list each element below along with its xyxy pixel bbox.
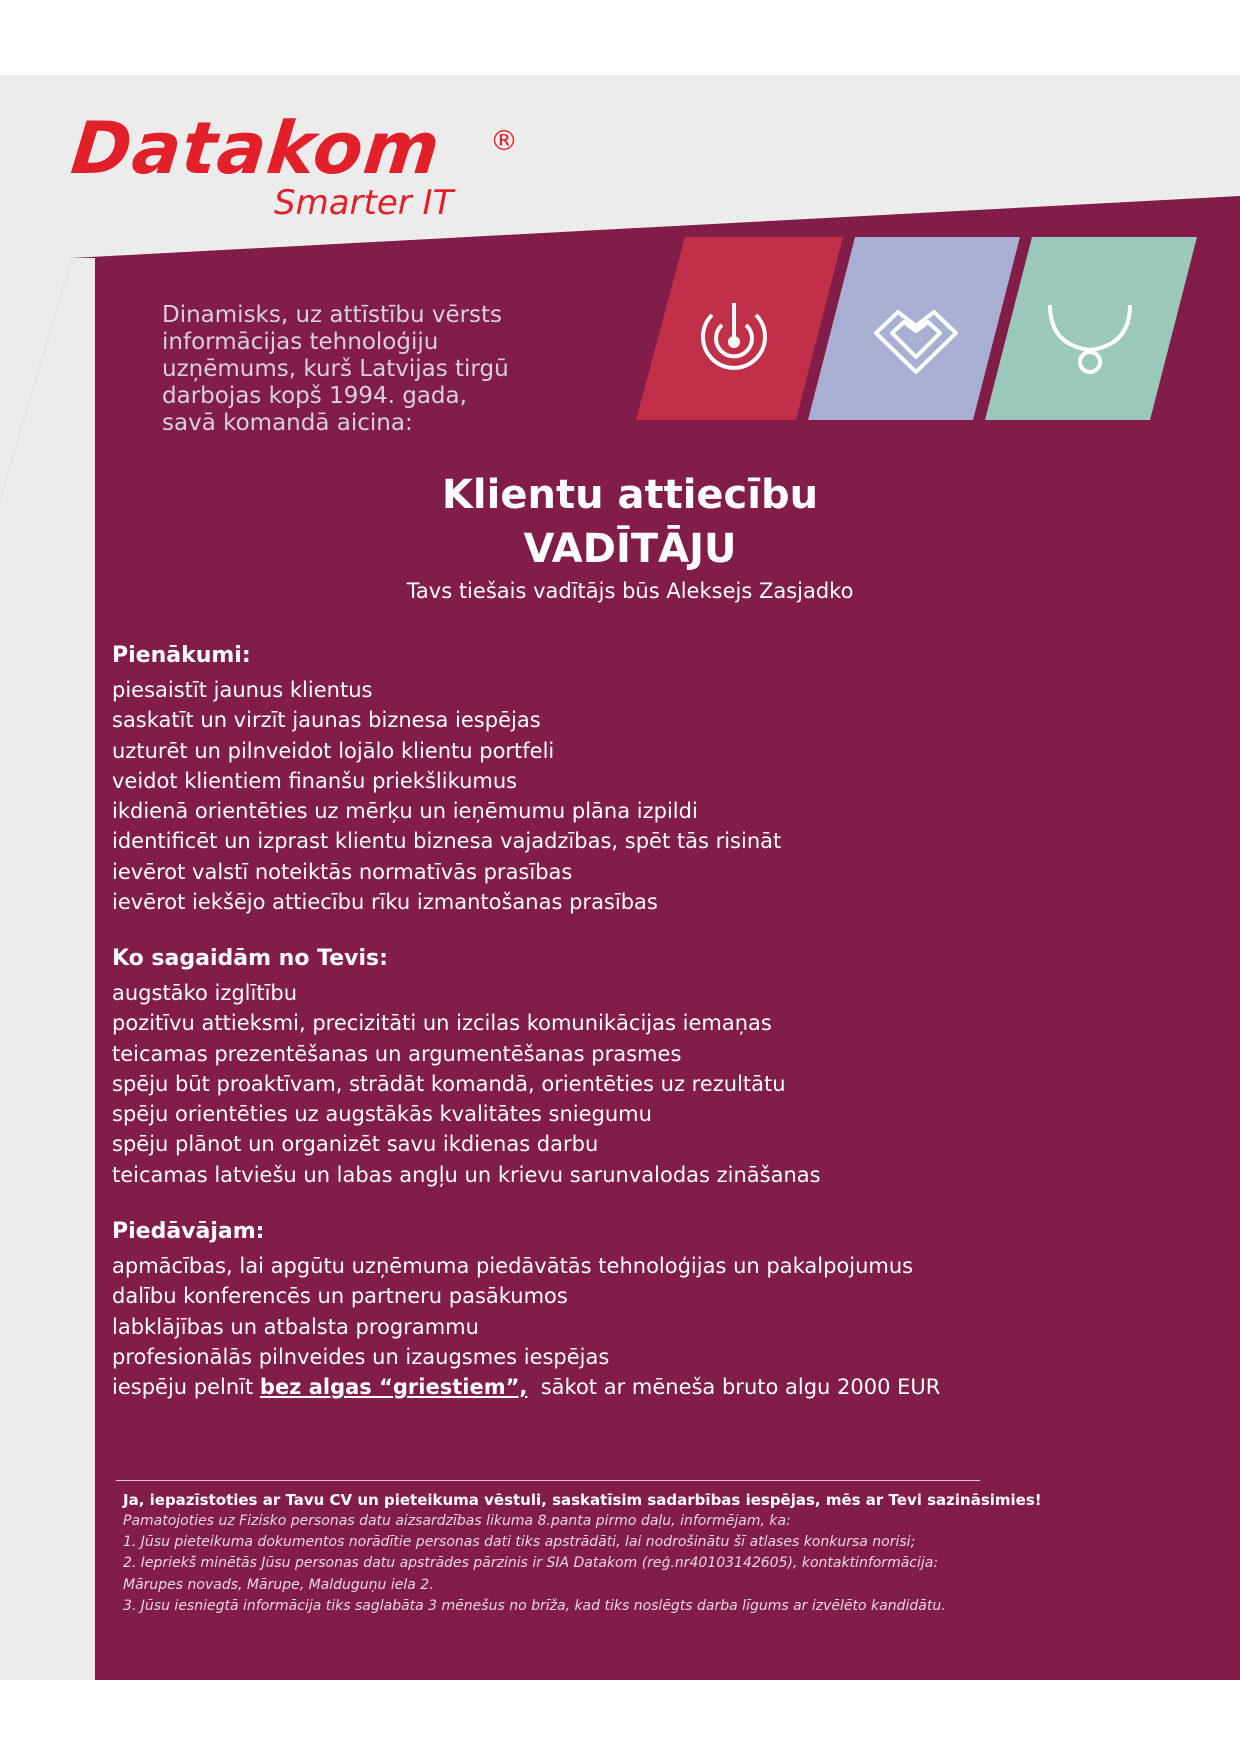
logo-tagline: Smarter IT <box>274 183 454 223</box>
footer-note: Pamatojoties uz Fizisko personas datu aizsardzības likuma 8.panta pirmo daļu, informējam, ka: <box>123 1513 791 1529</box>
salary-item <box>112 1372 1172 1402</box>
list-item: identificēt un izprast klientu biznesa vajadzības, spēt tās risināt <box>112 829 782 854</box>
job-title-line1: Klientu attiecību <box>441 472 819 518</box>
offer-section <box>112 1217 1172 1402</box>
company-intro <box>162 302 562 437</box>
salary-suffix: sākot ar mēneša bruto algu 2000 EUR <box>527 1375 941 1400</box>
intro-line: savā komandā aicina: <box>162 410 413 436</box>
offer-list <box>112 1251 1172 1402</box>
expectations-section <box>112 944 1172 1190</box>
list-item: ievērot iekšējo attiecību rīku izmantošanas prasības <box>112 890 658 915</box>
list-item: pozitīvu attieksmi, precizitāti un izcilas komunikācijas iemaņas <box>112 1011 772 1036</box>
footer-note: 2. Iepriekš minētās Jūsu personas datu apstrādes pārzinis ir SIA Datakom (reģ.nr40103142605), kontaktinformācija: <box>123 1555 939 1572</box>
footer-lead: Ja, iepazīstoties ar Tavu CV un pieteikuma vēstuli, saskatīsim sadarbības iespējas, mēs ar Tevi sazināsimies! <box>123 1491 1042 1509</box>
list-item: apmācības, lai apgūtu uzņēmuma piedāvātās tehnoloģijas un pakalpojumus <box>112 1254 914 1278</box>
expectations-list <box>112 978 1172 1190</box>
manager-line: Tavs tiešais vadītājs būs Aleksejs Zasjadko <box>406 579 854 603</box>
intro-line: informācijas tehnoloģiju <box>162 329 439 355</box>
registered-mark: ® <box>490 124 518 157</box>
list-item: spēju orientēties uz augstākās kvalitātes sniegumu <box>112 1102 652 1127</box>
job-title <box>330 468 930 576</box>
list-item: ikdienā orientēties uz mērķu un ieņēmumu plāna izpildi <box>112 799 698 824</box>
footer-divider <box>116 1480 980 1481</box>
intro-line: darbojas kopš 1994. gada, <box>162 383 467 409</box>
footer-note: 3. Jūsu iesniegtā informācija tiks saglabāta 3 mēnešus no brīža, kad tiks noslēgts darba līgums ar izvēlēto kandidātu. <box>123 1597 946 1614</box>
privacy-footer <box>123 1489 1123 1617</box>
intro-line: uzņēmums, kurš Latvijas tirgū <box>162 356 509 382</box>
list-item: uzturēt un pilnveidot lojālo klientu portfeli <box>112 738 555 763</box>
logo-wordmark: Datakom <box>67 106 445 190</box>
list-item: ievērot valstī noteiktās normatīvās prasības <box>112 859 573 884</box>
duties-list <box>112 675 1172 917</box>
list-item: veidot klientiem finanšu priekšlikumus <box>112 768 518 793</box>
list-item: labklājības un atbalsta programmu <box>112 1314 479 1339</box>
expectations-heading: Ko sagaidām no Tevis: <box>112 946 388 971</box>
list-item: teicamas latviešu un labas angļu un krievu sarunvalodas zināšanas <box>112 1162 821 1187</box>
duties-heading: Pienākumi: <box>112 643 251 668</box>
list-item: profesionālās pilnveides un izaugsmes iespējas <box>112 1344 610 1369</box>
job-title-line2: VADĪTĀJU <box>523 526 737 572</box>
duties-section <box>112 641 1172 917</box>
list-item: saskatīt un virzīt jaunas biznesa iespējas <box>112 708 541 733</box>
footer-note: Mārupes novads, Mārupe, Malduguņu iela 2. <box>123 1576 434 1593</box>
list-item: piesaistīt jaunus klientus <box>112 678 373 702</box>
salary-prefix: iespēju pelnīt <box>112 1375 260 1400</box>
intro-line: Dinamisks, uz attīstību vērsts <box>162 302 503 328</box>
salary-highlight: bez algas “griestiem”, <box>259 1375 528 1400</box>
list-item: dalību konferencēs un partneru pasākumos <box>112 1284 568 1309</box>
list-item: augstāko izglītību <box>112 981 298 1005</box>
offer-heading: Piedāvājam: <box>112 1219 265 1244</box>
panel-left-wedge <box>0 258 95 1680</box>
list-item: spēju būt proaktīvam, strādāt komandā, orientēties uz rezultātu <box>112 1071 786 1096</box>
list-item: teicamas prezentēšanas un argumentēšanas prasmes <box>112 1041 682 1066</box>
footer-note: 1. Jūsu pieteikuma dokumentos norādītie personas dati tiks apstrādāti, lai nodrošinātu šī atlases konkursa norisi; <box>123 1534 916 1551</box>
list-item: spēju plānot un organizēt savu ikdienas darbu <box>112 1132 599 1157</box>
